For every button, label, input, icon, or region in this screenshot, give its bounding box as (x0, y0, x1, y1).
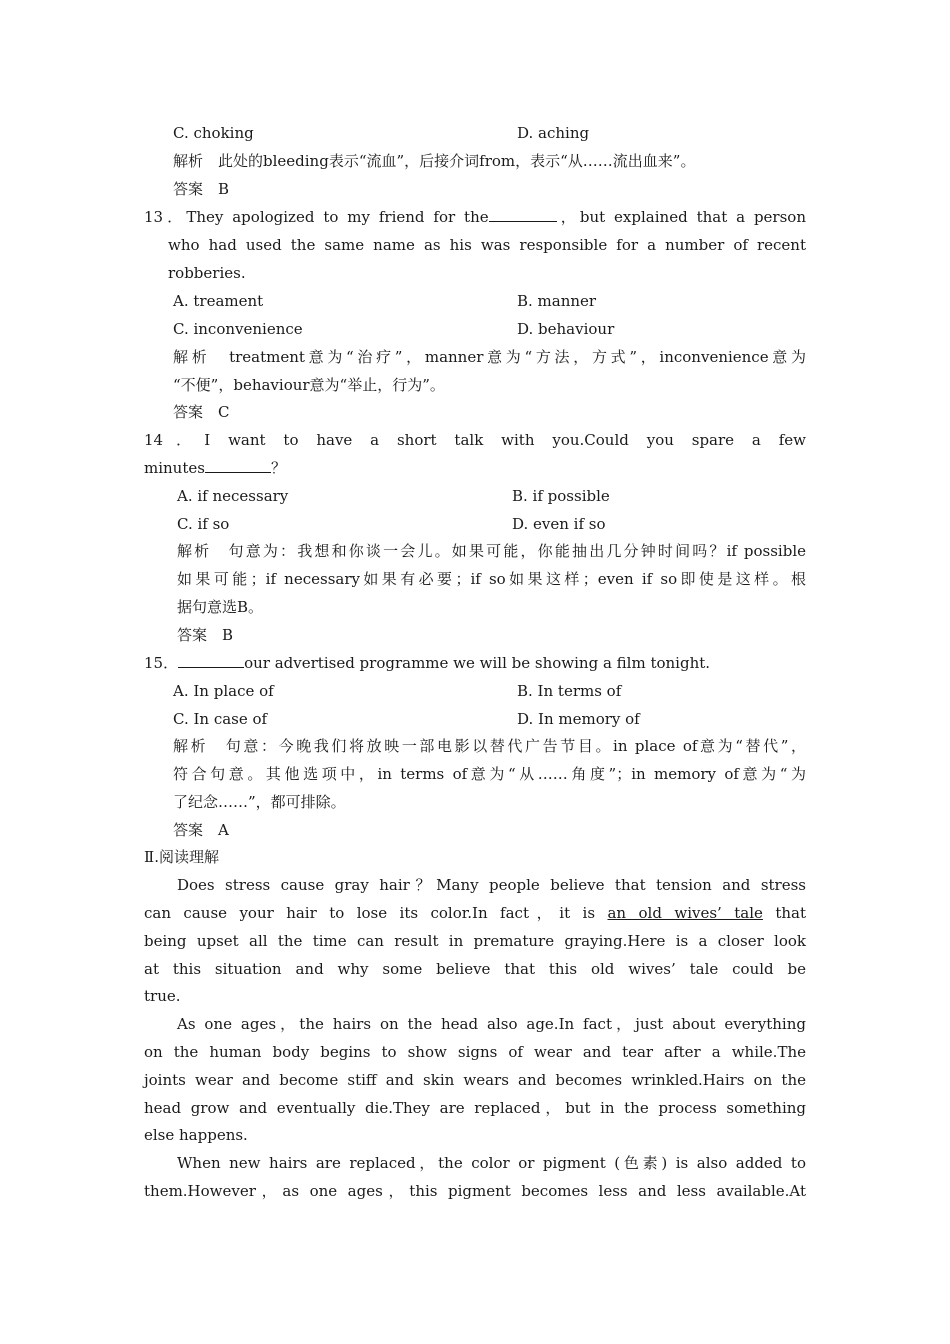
q13-options-row2 (173, 316, 806, 342)
q12-options-row (173, 120, 806, 146)
passage-p2-line5: else happens. (144, 1126, 248, 1144)
q14-stem-part2: ？ (270, 459, 286, 477)
q14-stem-part1: minutes (144, 459, 205, 477)
q13-option-a: A. treament (173, 292, 264, 310)
q12-answer: 答案 B (173, 180, 230, 198)
q15-analysis-line2: 符合句意。其他选项中，in terms of意为“从……角度”；in memory of意为“为 (173, 765, 806, 783)
q12-analysis: 解析 此处的bleeding表示“流血”，后接介词from，表示“从……流出血来”。 (173, 152, 696, 170)
q13-stem-line1 (144, 204, 806, 230)
q13-option-d: D. behaviour (517, 320, 615, 338)
q13-stem-part1: 13．They apologized to my friend for the (144, 208, 489, 226)
passage-p1-line5: true. (144, 987, 181, 1005)
q15-option-a: A. In place of (173, 682, 274, 700)
q15-option-b: B. In terms of (517, 682, 622, 700)
q14-options-row1 (177, 483, 806, 509)
q14-analysis-line3: 据句意选B。 (177, 598, 264, 616)
q13-stem-part2: ，but explained that a person (556, 208, 806, 226)
passage-p2-line1: As one ages，the hairs on the head also age.In fact，just about everything (177, 1015, 806, 1033)
passage-p1-line3: being upset all the time can result in premature graying.Here is a closer look (144, 932, 806, 950)
q13-blank (489, 205, 557, 222)
q14-blank (205, 456, 271, 473)
q14-answer: 答案 B (177, 626, 234, 644)
q12-option-c: C. choking (173, 124, 254, 142)
passage-p3-line1: When new hairs are replaced，the color or pigment (色素) is also added to (177, 1154, 806, 1172)
q14-analysis-line2: 如果可能；if necessary如果有必要；if so如果这样；even if so即使是这样。根 (177, 570, 806, 588)
q14-stem-line1: 14．I want to have a short talk with you.Could you spare a few (144, 431, 806, 449)
passage-p2-line3: joints wear and become stiff and skin wears and becomes wrinkled.Hairs on the (144, 1071, 806, 1089)
q15-stem-part2: our advertised programme we will be showing a film tonight. (244, 654, 711, 672)
q15-stem (144, 650, 806, 676)
q13-stem-line3: robberies. (168, 264, 246, 282)
q12-option-d: D. aching (517, 124, 590, 142)
q14-analysis-line1: 解析 句意为：我想和你谈一会儿。如果可能，你能抽出几分钟时间吗？if possible (177, 542, 806, 560)
q13-analysis-line1: 解析 treatment意为“治疗”，manner意为“方法，方式”，inconvenience意为 (173, 348, 806, 366)
q13-option-b: B. manner (517, 292, 597, 310)
q15-options-row2 (173, 706, 806, 732)
q14-option-a: A. if necessary (177, 487, 289, 505)
passage-p1-line4: at this situation and why some believe that this old wives’ tale could be (144, 960, 806, 978)
q14-option-c: C. if so (177, 515, 230, 533)
passage-p1-line2-part2: that (762, 904, 806, 922)
q14-option-b: B. if possible (512, 487, 610, 505)
passage-p2-line4: head grow and eventually die.They are replaced，but in the process something (144, 1099, 806, 1117)
q15-blank (178, 651, 244, 668)
q13-stem-line2: who had used the same name as his was responsible for a number of recent (168, 236, 806, 254)
q15-analysis-line1: 解析 句意：今晚我们将放映一部电影以替代广告节目。in place of意为“替代”， (173, 737, 806, 755)
q15-stem-part1: 15． (144, 654, 179, 672)
q15-option-c: C. In case of (173, 710, 268, 728)
underlined-phrase: an old wives’ tale (607, 904, 763, 922)
q13-option-c: C. inconvenience (173, 320, 303, 338)
q15-options-row1 (173, 678, 806, 704)
passage-p3-line2: them.However，as one ages，this pigment becomes less and less available.At (144, 1182, 806, 1200)
q14-options-row2 (177, 511, 806, 537)
q13-analysis-line2: “不便”，behaviour意为“举止，行为”。 (173, 376, 445, 394)
passage-p1-line2-part1: can cause your hair to lose its color.In fact，it is (144, 904, 608, 922)
q15-answer: 答案 A (173, 821, 229, 839)
q14-stem-line2 (144, 455, 806, 481)
q13-options-row1 (173, 288, 806, 314)
passage-p2-line2: on the human body begins to show signs of wear and tear after a while.The (144, 1043, 806, 1061)
section-heading: Ⅱ.阅读理解 (144, 848, 219, 866)
passage-p1-line2 (144, 900, 806, 926)
q13-answer: 答案 C (173, 403, 230, 421)
passage-p1-line1: Does stress cause gray hair？Many people believe that tension and stress (177, 876, 806, 894)
q15-analysis-line3: 了纪念……”，都可排除。 (173, 793, 346, 811)
q15-option-d: D. In memory of (517, 710, 640, 728)
q14-option-d: D. even if so (512, 515, 606, 533)
